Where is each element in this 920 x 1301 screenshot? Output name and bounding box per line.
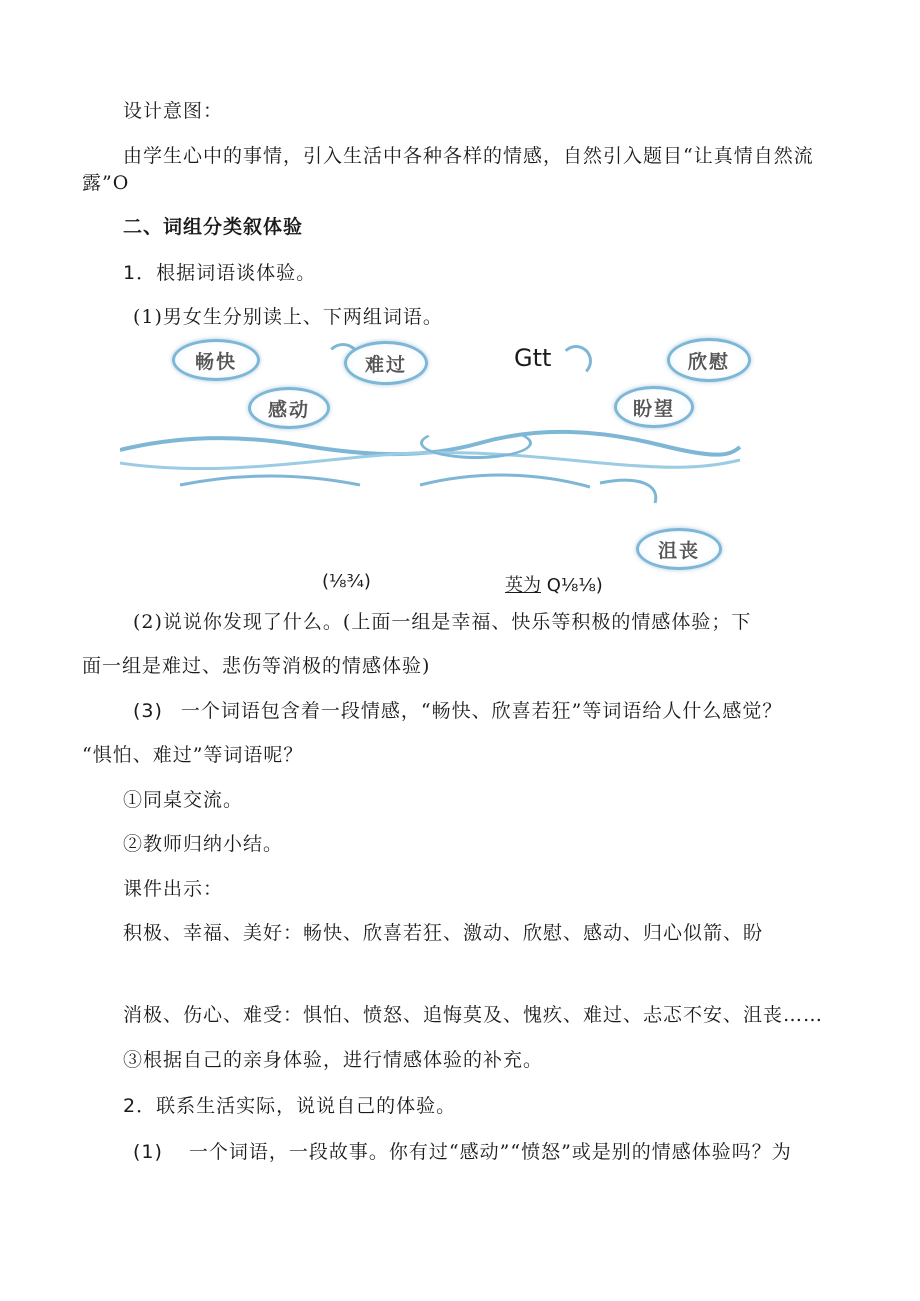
sub-item-3 <box>133 696 782 723</box>
figure-caption-left: (⅛¾) <box>322 571 371 592</box>
figure-caption-right <box>505 571 603 597</box>
step-3: ③根据自己的亲身体验，进行情感体验的补充。 <box>123 1049 544 1071</box>
step-1: ①同桌交流。 <box>123 789 244 811</box>
word-figure <box>120 335 760 570</box>
item-1 <box>123 258 316 285</box>
positive-words: 积极、幸福、美好：畅快、欣喜若狂、激动、欣慰、感动、归心似箭、盼 <box>123 922 764 944</box>
sub-item-3-number: (3) <box>133 700 163 722</box>
word-bubble-xinwei: 欣慰 <box>667 338 751 382</box>
sub-item-1: (1)男女生分别读上、下两组词语。 <box>133 306 443 328</box>
courseware-label: 课件出示： <box>123 878 224 900</box>
item-2-text: ．联系生活实际，说说自己的体验。 <box>136 1095 457 1117</box>
sub-item-4-number: (1) <box>133 1141 163 1163</box>
item-1-text: ．根据词语谈体验。 <box>136 262 317 284</box>
word-bubble-panwang: 盼望 <box>614 386 694 428</box>
design-intent-label: 设计意图： <box>123 100 224 122</box>
sub-item-2: (2)说说你发现了什么。(上面一组是幸福、快乐等积极的情感体验；下 <box>133 611 752 633</box>
word-bubble-fragment <box>420 427 532 459</box>
design-intent-text: 由学生心中的事情，引入生活中各种各样的情感，自然引入题目“让真情自然流 <box>123 145 814 167</box>
word-bubble-jusang: 沮丧 <box>636 528 722 570</box>
sub-item-3-cont: “惧怕、难过”等词语呢？ <box>82 744 304 766</box>
ocr-artifact-text: Gtt <box>514 344 552 372</box>
word-bubble-nanguo: 难过 <box>344 341 428 385</box>
figure-caption-right-rest: Q⅛⅛) <box>541 575 603 596</box>
item-2-number: 2 <box>123 1095 137 1117</box>
sub-item-4-text: 一个词语，一段故事。你有过“感动”“愤怒”或是别的情感体验吗？为 <box>188 1141 792 1163</box>
sub-item-3-text: 一个词语包含着一段情感，“畅快、欣喜若狂”等词语给人什么感觉？ <box>180 700 783 722</box>
item-2 <box>123 1091 456 1118</box>
figure-caption-right-word: 英为 <box>505 575 541 596</box>
sub-item-4 <box>133 1137 792 1164</box>
design-intent-text-cont: 露”O <box>82 172 130 194</box>
word-bubble-gandong: 感动 <box>248 387 330 429</box>
negative-words: 消极、伤心、难受：惧怕、愤怒、追悔莫及、愧疚、难过、忐忑不安、沮丧…… <box>123 1004 824 1026</box>
step-2: ②教师归纳小结。 <box>123 833 284 855</box>
word-bubble-changkuai: 畅快 <box>172 339 260 381</box>
section-heading: 二、词组分类叙体验 <box>123 216 304 238</box>
sub-item-2-cont: 面一组是难过、悲伤等消极的情感体验) <box>82 655 431 677</box>
item-1-number: 1 <box>123 262 137 284</box>
word-bubble-fragment <box>560 345 592 377</box>
